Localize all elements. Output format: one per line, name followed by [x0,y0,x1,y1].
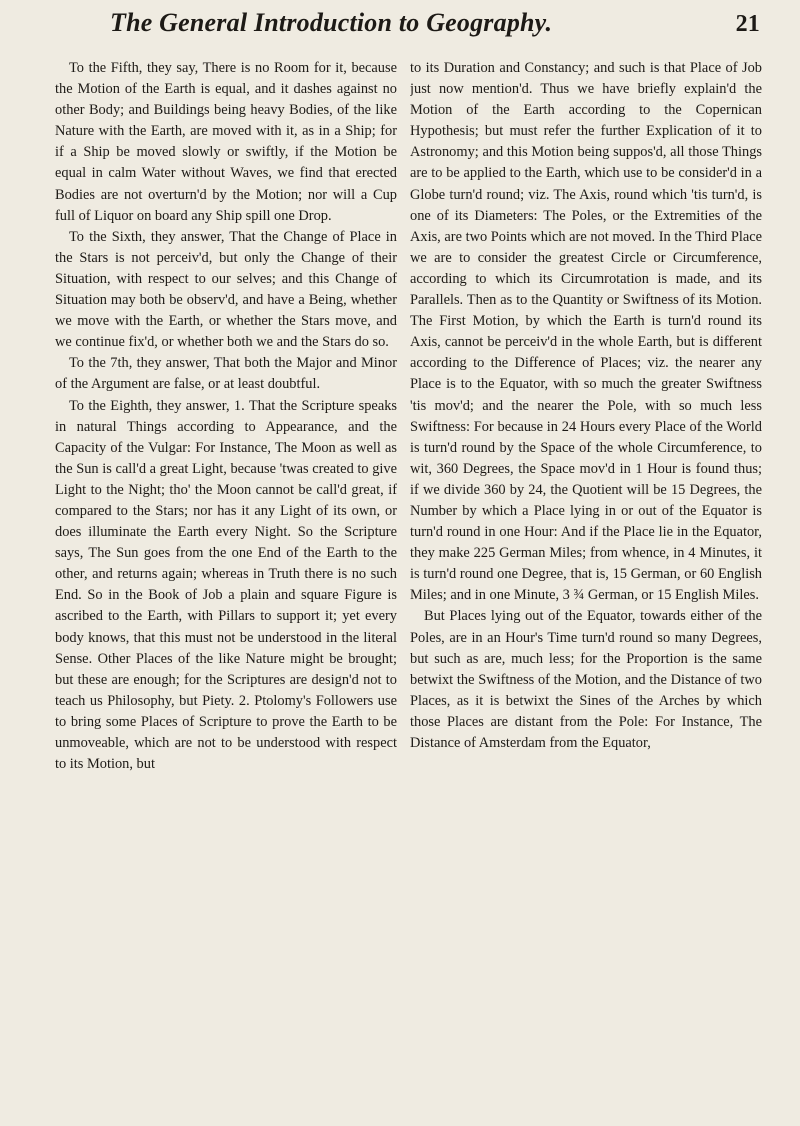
paragraph: To the 7th, they answer, That both the Major and Minor of the Argument are false, or at least doubtful. [55,355,397,393]
left-column [55,58,397,1118]
running-title: The General Introduction to Geography. [110,8,553,37]
running-header [110,8,760,44]
paragraph: But Places lying out of the Equator, towards either of the Poles, are in an Hour's Time turn'd round so many Degrees, but such as are, much less; for the Proportion is the same betwixt the Swiftness of the Motion, and the Distance of two Places, as it is betwixt the Sines of the Arches by which those Places are distant from the Pole: For Instance, The Distance of Amsterdam from the Equator, [410,608,762,751]
right-column [410,58,762,1118]
page-number: 21 [735,11,760,37]
paragraph: To the Fifth, they say, There is no Room for it, because the Motion of the Earth is equal, and it dashes against no other Body; and Buildings being heavy Bodies, of the like Nature with the Earth, are moved with it, as in a Ship; for if a Ship be moved slowly or swiftly, if the Motion be equal in calm Water without Waves, we find that erected Bodies are not overturn'd by the Motion; nor will a Cup full of Liquor on board any Ship spill one Drop. [55,60,397,224]
paragraph: To the Sixth, they answer, That the Change of Place in the Stars is not perceiv'd, but only the Change of their Situation, with respect to our selves; and this Change of Situation may both be observ'd, and have a Being, whether we move with the Earth, or whether the Stars move, and we continue fix'd, or whether both we and the Stars do so. [55,228,397,351]
paragraph: To the Eighth, they answer, 1. That the Scripture speaks in natural Things according to Appearance, and the Capacity of the Vulgar: For Instance, The Moon as well as the Sun is call'd a great Light, because 'twas created to give Light to the Night; tho' the Moon cannot be call'd great, if compared to the Stars; nor has it any Light of its own, or does illuminate the Earth every Night. So the Scripture says, The Sun goes from the one End of the Earth to the other, and returns again; whereas in Truth there is no such End. So in the Book of Job a plain and square Figure is ascribed to the Earth, with Pillars to support it; yet every body knows, that this must not be understood in the literal Sense. Other Places of the like Nature might be brought; but these are enough; for the Scriptures are design'd not to teach us Philosophy, but Piety. 2. Ptolomy's Followers use to bring some Places of Scripture to prove the Earth to be unmoveable, which are not to be understood with respect to its Motion, but [55,397,397,773]
paragraph: to its Duration and Constancy; and such is that Place of Job just now mention'd. Thus we have briefly explain'd the Motion of the Earth according to the Copernican Hypothesis; but must refer the further Explication of it to Astronomy; and this Motion being suppos'd, all those Things are to be applied to the Earth, which use to be consider'd in a Globe turn'd round; viz. The Axis, round which 'tis turn'd, is one of its Diameters: The Poles, or the Extremities of the Axis, are two Points which are not moved. In the Third Place we are to consider the greatest Circle or Circumference, according to which its Circumrotation is made, and its Parallels. Then as to the Quantity or Swiftness of its Motion. The First Motion, by which the Earth is turn'd round its Axis, cannot be perceiv'd in the whole Earth, but is different according to the Difference of Places; viz. the nearer any Place is to the Equator, with so much the greater Swiftness 'tis mov'd; and the nearer the Pole, with so much less Swiftness: For because in 24 Hours every Place of the World is turn'd round by the Space of the whole Circumference, to wit, 360 Degrees, the Space mov'd in 1 Hour is found thus; if we divide 360 by 24, the Quotient will be 15 Degrees, the Number by which a Place lying in or out of the Equator is turn'd round in one Hour: And if the Place lie in the Equator, they make 225 German Miles; from whence, in 4 Minutes, it is turn'd round one Degree, that is, 15 German, or 60 English Miles; and in one Minute, 3 ¾ German, or 15 English Miles. [410,60,762,604]
